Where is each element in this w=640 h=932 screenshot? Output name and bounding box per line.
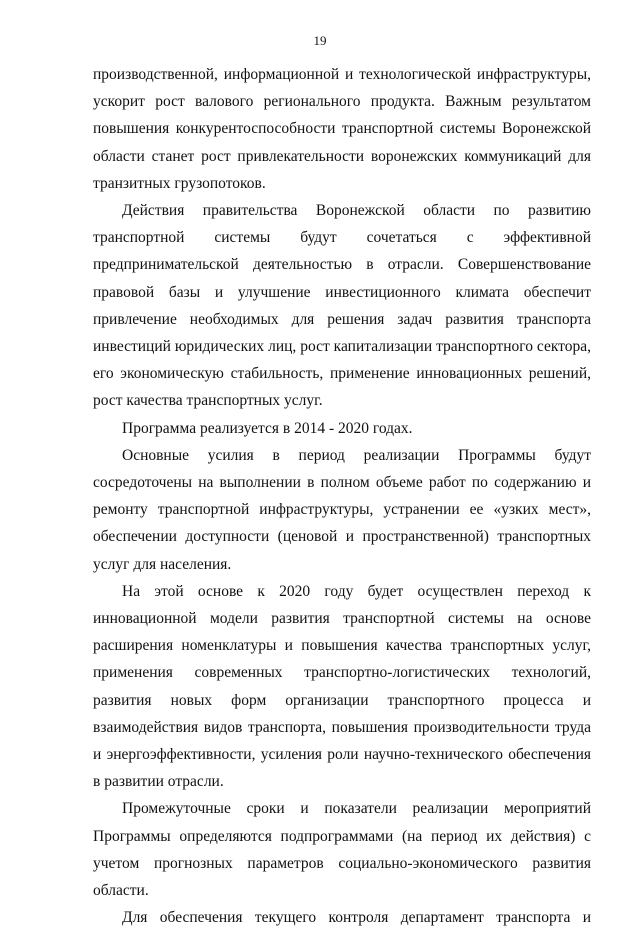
- paragraph-government-actions: Действия правительства Воронежской области по развитию транспортной системы будут сочетаться с эффективной предпринимательской деятельностью в отрасли. Совершенствование правовой базы и улучшение инвестиционного климата обеспечит привлечение необходимых для решения задач развития транспорта инвестиций юридических лиц, рост капитализации транспортного сектора, его экономическую стабильность, применение инновационных решений, рост качества транспортных услуг.: [93, 202, 591, 410]
- paragraph-main-efforts: Основные усилия в период реализации Программы будут сосредоточены на выполнении в полном объеме работ по содержанию и ремонту транспортной инфраструктуры, устранении ее «узких мест», обеспечении доступности (ценовой и пространственной) транспортных услуг для населения.: [93, 446, 591, 573]
- paragraph-continuation: производственной, информационной и технологической инфраструктуры, ускорит рост валового регионального продукта. Важным результатом повышения конкурентоспособности транспортной системы Воронежской области станет рост привлекательности воронежских коммуникаций для транзитных грузопотоков.: [93, 66, 591, 192]
- paragraph-innovation-model: На этой основе к 2020 году будет осуществлен переход к инновационной модели развития транспортной системы на основе расширения номенклатуры и повышения качества транспортных услуг, применения современных транспортно-логистических технологий, развития новых форм организации транспортного процесса и взаимодействия видов транспорта, повышения производительности труда и энергоэффективности, усиления роли научно-технического обеспечения в развитии отрасли.: [93, 582, 591, 791]
- paragraph-program-period: Программа реализуется в 2014 - 2020 годах.: [122, 419, 413, 437]
- paragraph-intermediate-terms: Промежуточные сроки и показатели реализации мероприятий Программы определяются подпрограммами (на период их действия) с учетом прогнозных параметров социально-экономического развития области.: [93, 800, 591, 900]
- document-body: [93, 61, 591, 932]
- paragraph-control: Для обеспечения текущего контроля департамент транспорта и: [122, 909, 591, 927]
- page-number: 19: [313, 33, 327, 48]
